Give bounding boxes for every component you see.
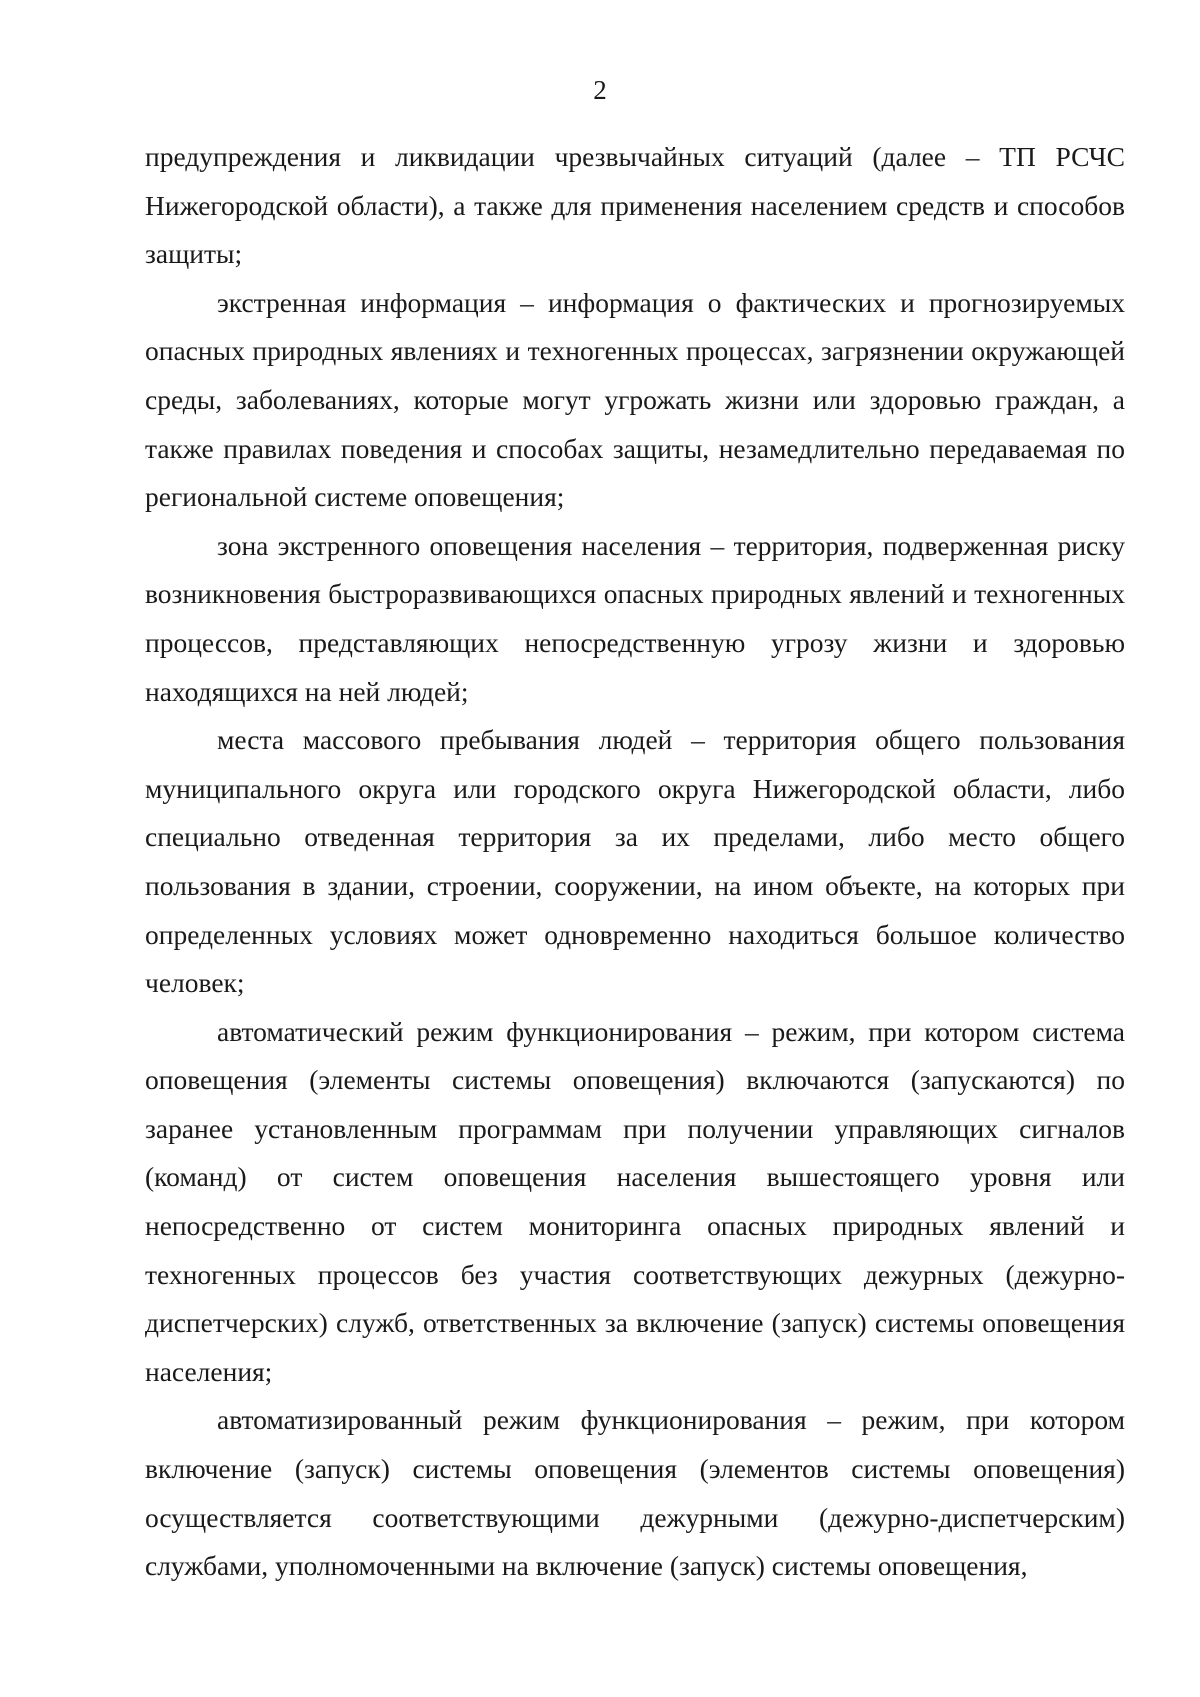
paragraph-continuation: предупреждения и ликвидации чрезвычайных ситуаций (далее – ТП РСЧС Нижегородской области), а также для применения населением средств и способов защиты; [145,141,1125,270]
paragraph-automated-mode: автоматизированный режим функционирования – режим, при котором включение (запуск) системы оповещения (элементов системы оповещения) осуществляется соответствующими дежурными (дежурно-диспетчерским) службами, уполномоченными на включение (запуск) системы оповещения, [145,1404,1125,1582]
paragraph-mass-gathering-places: места массового пребывания людей – территория общего пользования муниципального округа или городского округа Нижегородской области, либо специально отведенная территория за их пределами, либо место общего пользования в здании, строении, сооружении, на ином объекте, на которых при определенных условиях может одновременно находиться большое количество человек; [145,724,1125,999]
paragraph-emergency-information: экстренная информация – информация о фактических и прогнозируемых опасных природных явлениях и техногенных процессах, загрязнении окружающей среды, заболеваниях, которые могут угрожать жизни или здоровью граждан, а также правилах поведения и способах защиты, незамедлительно передаваемая по региональной системе оповещения; [145,286,1125,513]
paragraph-emergency-warning-zone: зона экстренного оповещения населения – территория, подверженная риску возникновения быстроразвивающихся опасных природных явлений и техногенных процессов, представляющих непосредственную угрозу жизни и здоровью находящихся на ней людей; [145,529,1125,707]
paragraph-automatic-mode: автоматический режим функционирования – режим, при котором система оповещения (элементы системы оповещения) включаются (запускаются) по заранее установленным программам при получении управляющих сигналов (команд) от систем оповещения населения вышестоящего уровня или непосредственно от систем мониторинга опасных природных явлений и техногенных процессов без участия соответствующих дежурных (дежурно-диспетчерских) служб, ответственных за включение (запуск) системы оповещения населения; [145,1015,1125,1387]
document-body [145,133,1125,1591]
page-number: 2 [593,75,607,105]
